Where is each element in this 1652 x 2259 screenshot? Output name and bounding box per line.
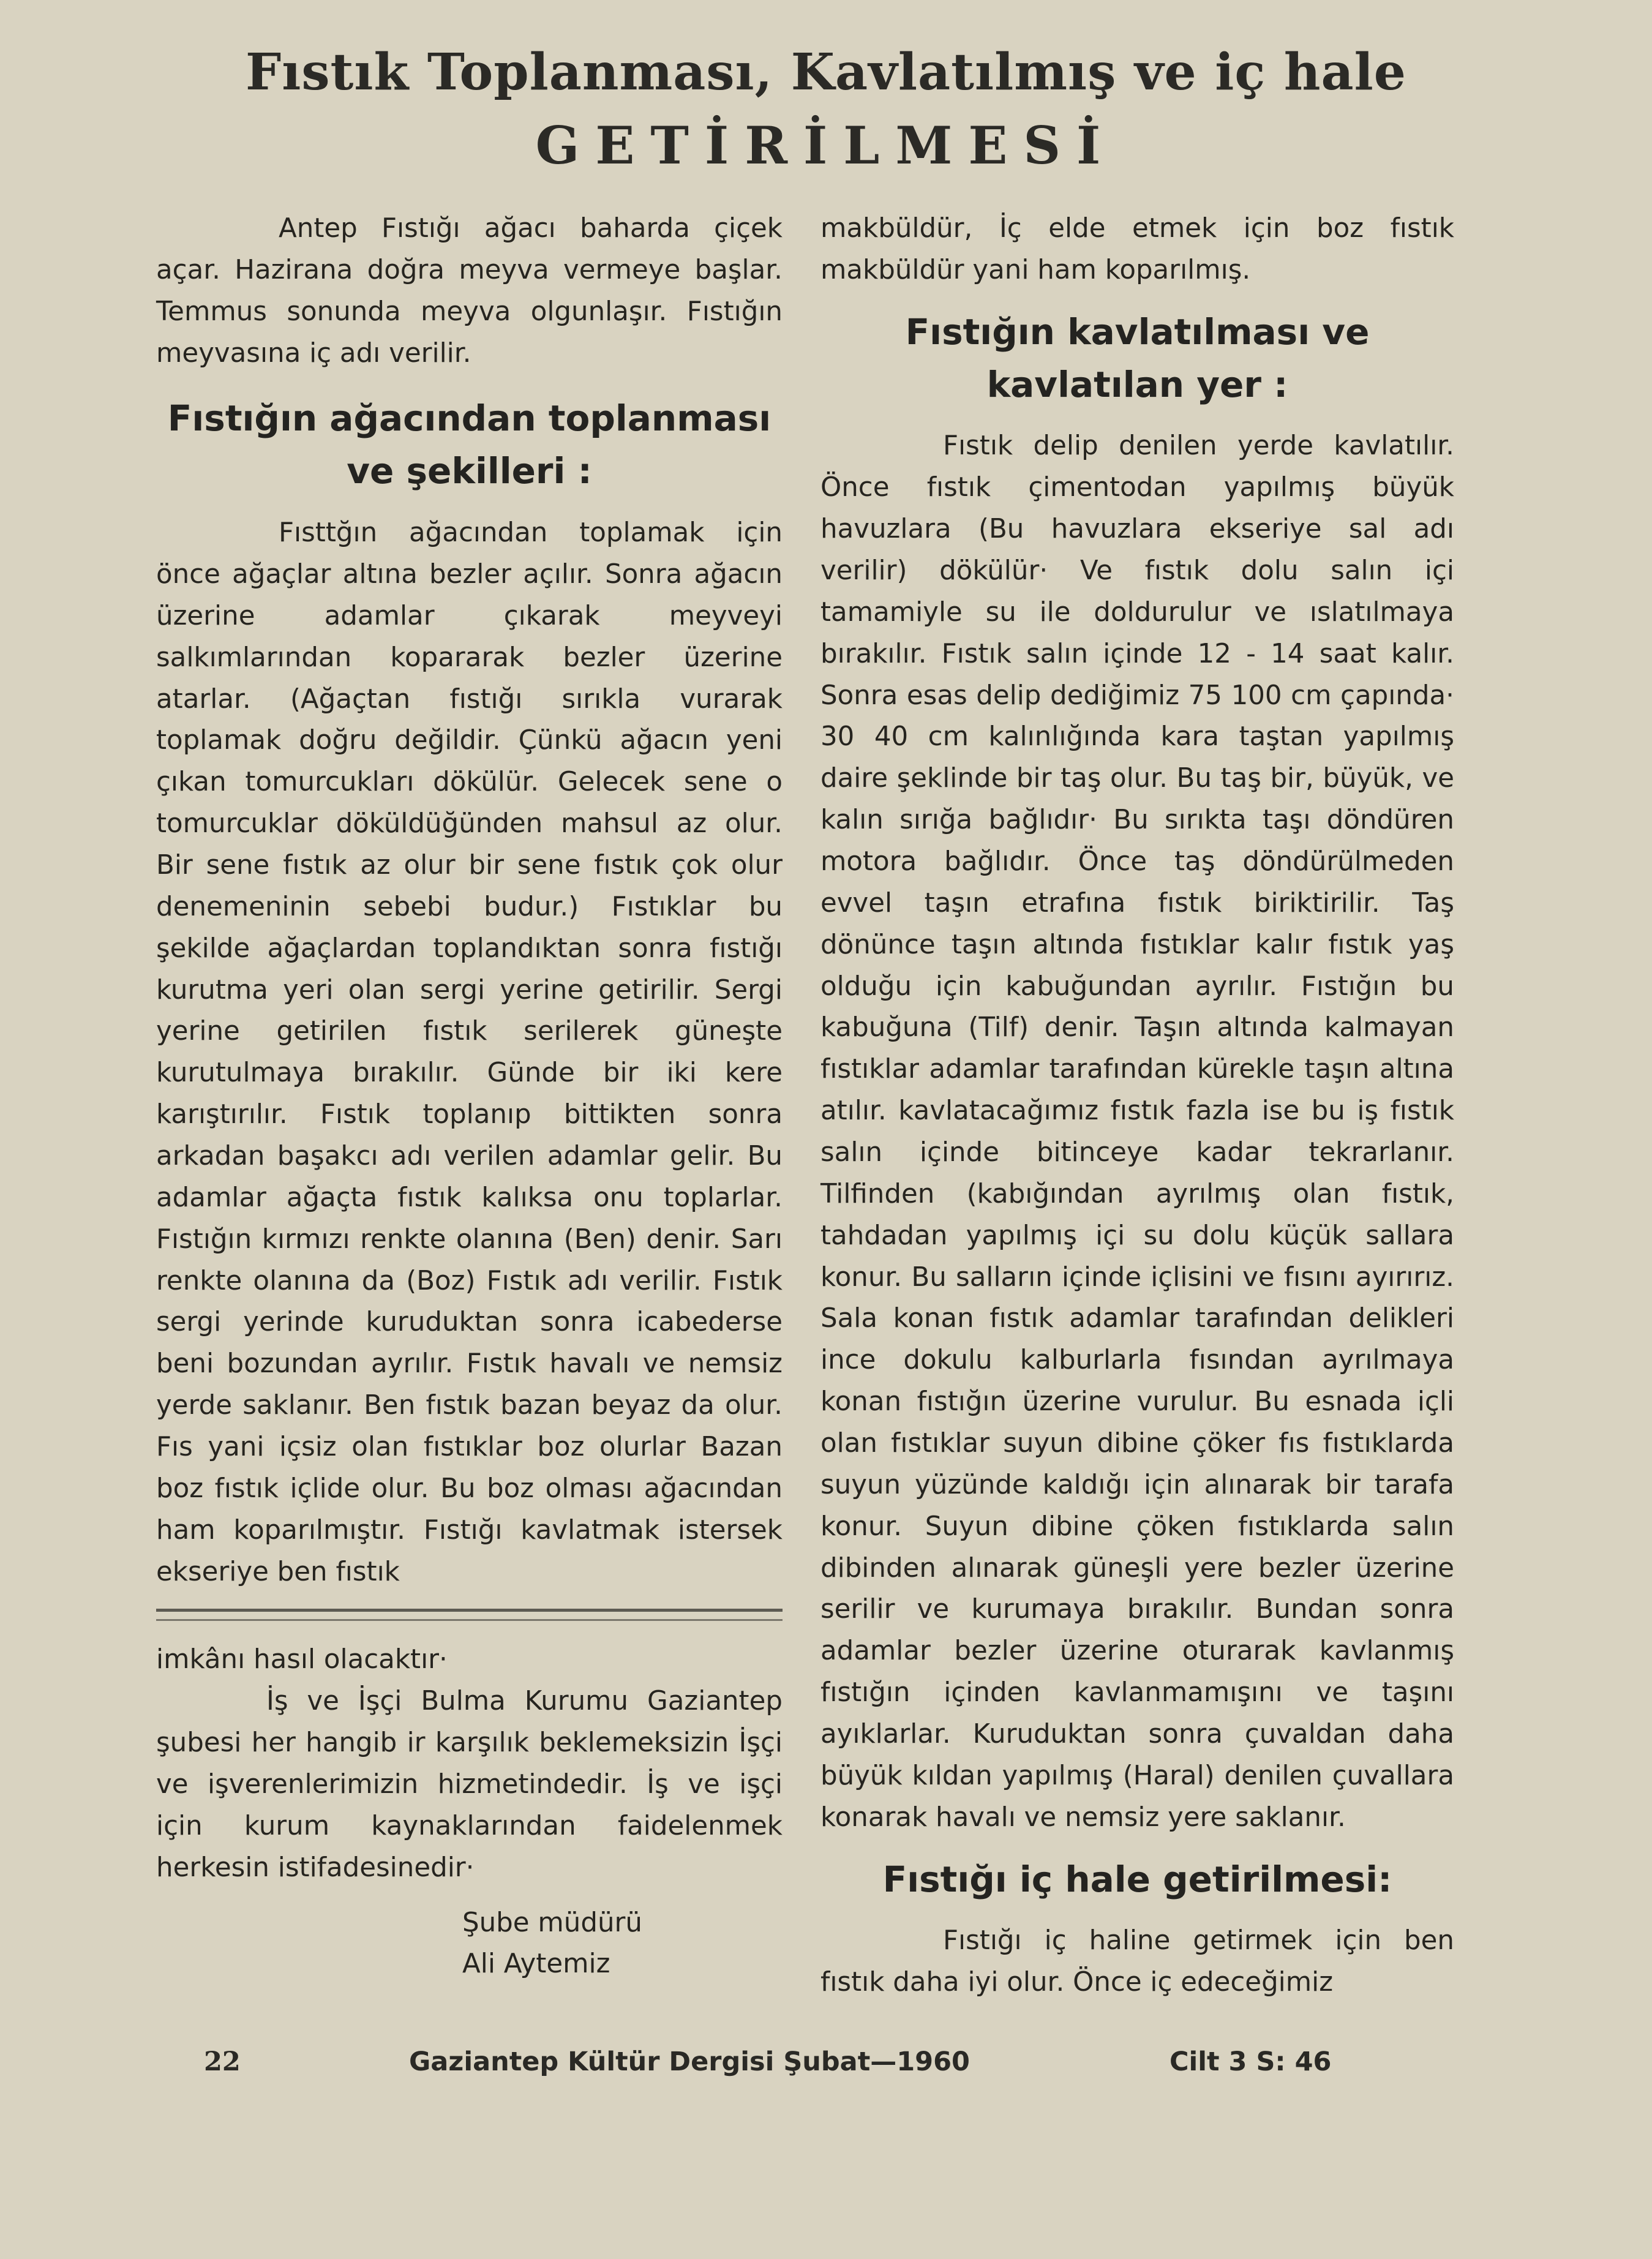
page-number: 22 [204, 2047, 241, 2077]
right-column [820, 208, 1454, 2004]
left-column [156, 208, 783, 1985]
section-heading-hulling: Fıstığın kavlatılması ve kavlatılan yer : [905, 310, 1370, 405]
page-title-second-line: GETİRİLMESİ [535, 115, 1117, 176]
signature-name: Ali Aytemiz [462, 1949, 610, 1980]
continuation-paragraph: makbüldür, İç elde etmek için boz fıstık makbüldür yani ham koparılmış. [820, 213, 1454, 285]
intro-paragraph: Antep Fıstığı ağacı baharda çiçek açar. Hazirana doğra meyva vermeye başlar. Temmus sonunda meyva olgunlaşır. Fıstığın meyvasına iç adı verilir. [156, 213, 783, 369]
harvest-paragraph: Fısttğın ağacından toplamak için önce ağaçlar altına bezler açılır. Sonra ağacın üzerine adamlar çıkarak meyveyi salkımlarından kopararak bezler üzerine atarlar. (Ağaçtan fıstığı sırıkla vurarak toplamak doğru değildir. Çünkü ağacın yeni çıkan tomurcukları dökülür. Gelecek sene o tomurcuklar döküldüğünden mahsul az olur. Bir sene fıstık az olur bir sene fıstık çok olur denemeninin sebebi budur.) Fıstıklar bu şekilde ağaçlardan toplandıktan sonra fıstığı kurutma yeri olan sergi yerine getirilir. Sergi yerine getirilen fıstık serilerek güneşte kurutulmaya bırakılır. Günde bir iki kere karıştırılır. Fıstık toplanıp bittikten sonra arkadan başakcı adı verilen adamlar gelir. Bu adamlar ağaçta fıstık kalıksa onu toplarlar. Fıstığın kırmızı renkte olanına (Ben) denir. Sarı renkte olanına da (Boz) Fıstık adı verilir. Fıstık sergi yerinde kuruduktan sonra icabederse beni bozundan ayrılır. Fıstık havalı ve nemsiz yerde saklanır. Ben fıstık bazan beyaz da olur. Fıs yani içsiz olan fıstıklar boz olurlar Bazan boz fıstık içlide olur. Bu boz olması ağacından ham koparılmıştır. Fıstığı kavlatmak istersek ekseriye ben fıstık [156, 517, 783, 1587]
notice-lead: imkânı hasıl olacaktır· [156, 1644, 448, 1675]
section-heading-kernel: Fıstığı iç hale getirilmesi: [882, 1858, 1392, 1900]
section-heading-harvest: Fıstığın ağacından toplanması ve şekilleri : [167, 397, 772, 492]
volume-issue: Cilt 3 S: 46 [1170, 2047, 1332, 2077]
magazine-name: Gaziantep Kültür Dergisi Şubat—1960 [409, 2047, 970, 2077]
signature-title: Şube müdürü [462, 1907, 642, 1938]
page-title: Fıstık Toplanması, Kavlatılmış ve iç hale [246, 43, 1406, 102]
kernel-paragraph: Fıstığı iç haline getirmek için ben fıstık daha iyi olur. Önce iç edeceğimiz [820, 1925, 1454, 1998]
hulling-paragraph: Fıstık delip denilen yerde kavlatılır. Önce fıstık çimentodan yapılmış büyük havuzlara (Bu havuzlara ekseriye sal adı verilir) dökülür· Ve fıstık dolu salın içi tamamiyle su ile doldurulur ve ıslatılmaya bırakılır. Fıstık salın içinde 12 - 14 saat kalır. Sonra esas delip dediğimiz 75 100 cm çapında· 30 40 cm kalınlığında kara taştan yapılmış daire şeklinde bir taş olur. Bu taş bir, büyük, ve kalın sırığa bağlıdır· Bu sırıkta taşı döndüren motora bağlıdır. Önce taş döndürülmeden evvel taşın etrafına fıstık biriktirilir. Taş dönünce taşın altında fıstıklar kalır fıstık yaş olduğu için kabuğundan ayrılır. Fıstığın bu kabuğuna (Tilf) denir. Taşın altında kalmayan fıstıklar adamlar tarafından kürekle taşın altına atılır. kavlatacağımız fıstık fazla ise bu iş fıstık salın içinde bitinceye kadar tekrarlanır. Tilfinden (kabığından ayrılmış olan fıstık, tahdadan yapılmış içi su dolu küçük sallara konur. Bu salların içinde içlisini ve fısını ayırırız. Sala konan fıstık adamlar tarafından delikleri ince dokulu kalburlarla fısından ayrılmaya konan fıstığın üzerine vurulur. Bu esnada içli olan fıstıklar suyun dibine çöker fıs fıstıklarda suyun yüzünde kaldığı için alınarak bir tarafa konur. Suyun dibine çöken fıstıklarda salın dibinden alınarak güneşli yere bezler üzerine serilir ve kurumaya bırakılır. Bundan sonra adamlar bezler üzerine oturarak kavlanmış fıstığın içinden kavlanmamışını ve taşını ayıklarlar. Kuruduktan sonra çuvaldan daha büyük kıldan yapılmış (Haral) denilen çuvallara konarak havalı ve nemsiz yere saklanır. [820, 430, 1454, 1833]
notice-paragraph: İş ve İşçi Bulma Kurumu Gaziantep şubesi her hangib ir karşılık beklemeksizin İşçi ve işverenlerimizin hizmetindedir. İş ve işçi için kurum kaynaklarından faidelenmek herkesin istifadesinedir· [156, 1686, 783, 1883]
section-divider [156, 1609, 783, 1621]
